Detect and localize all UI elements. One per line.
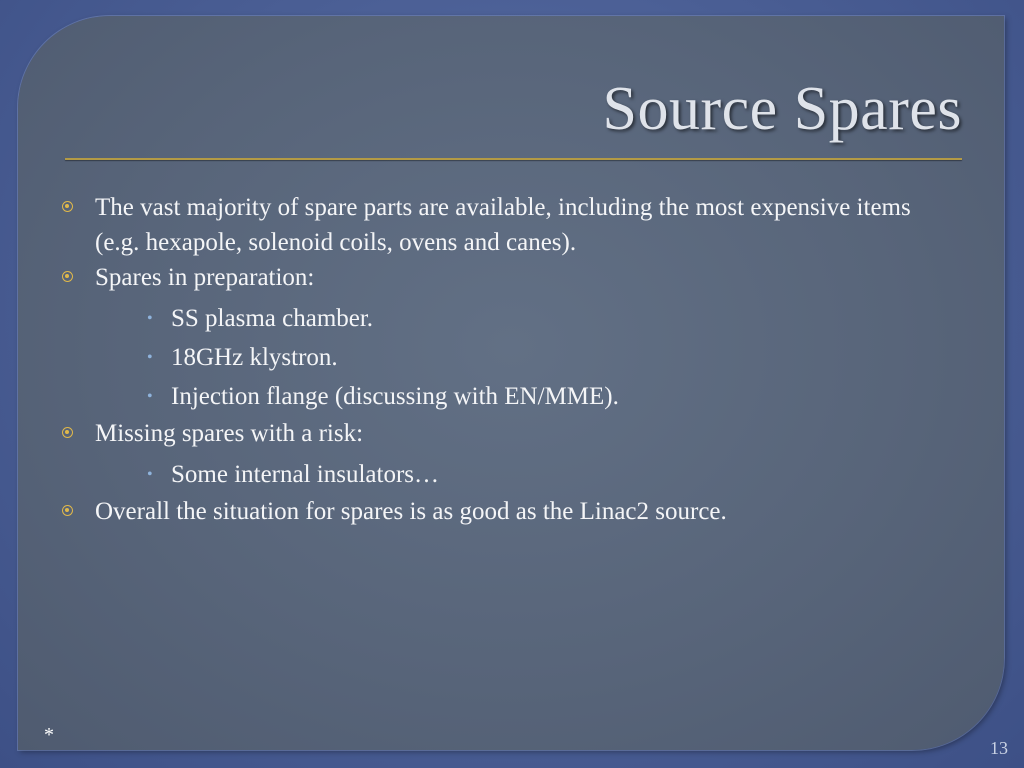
sub-bullet-text: Some internal insulators… [171, 461, 440, 488]
sub-bullet-list [95, 299, 938, 416]
bullet-text: Missing spares with a risk: [95, 420, 364, 447]
dot-bullet-icon: • [147, 388, 153, 405]
title-underline [65, 158, 962, 160]
bullet-item [58, 494, 938, 529]
sub-bullet-text: 18GHz klystron. [171, 344, 338, 371]
sub-bullet-text: SS plasma chamber. [171, 305, 374, 332]
slide-number: 13 [990, 738, 1008, 758]
bullet-item [58, 260, 938, 416]
sub-bullet-list [95, 455, 938, 494]
sub-bullet-text: Injection flange (discussing with EN/MME). [171, 383, 619, 410]
sub-bullet-item [95, 455, 938, 494]
bullet-text: Spares in preparation: [95, 264, 315, 291]
bullet-item [58, 416, 938, 494]
sub-bullet-item [95, 299, 938, 338]
circle-bullet-icon [62, 505, 73, 516]
circle-bullet-icon [62, 427, 73, 438]
circle-bullet-icon [62, 201, 73, 212]
sub-bullet-item [95, 338, 938, 377]
sub-bullet-item [95, 377, 938, 416]
bullet-list [58, 190, 938, 529]
bullet-text: The vast majority of spare parts are available, including the most expensive items (e.g. hexapole, solenoid coils, ovens and canes). [95, 194, 911, 256]
bullet-text: Overall the situation for spares is as good as the Linac2 source. [95, 498, 727, 525]
bullet-item [58, 190, 938, 260]
dot-bullet-icon: • [147, 466, 153, 483]
footer-mark: * [44, 724, 54, 746]
dot-bullet-icon: • [147, 349, 153, 366]
circle-bullet-icon [62, 271, 73, 282]
slide-title: Source Spares [602, 75, 962, 143]
dot-bullet-icon: • [147, 310, 153, 327]
